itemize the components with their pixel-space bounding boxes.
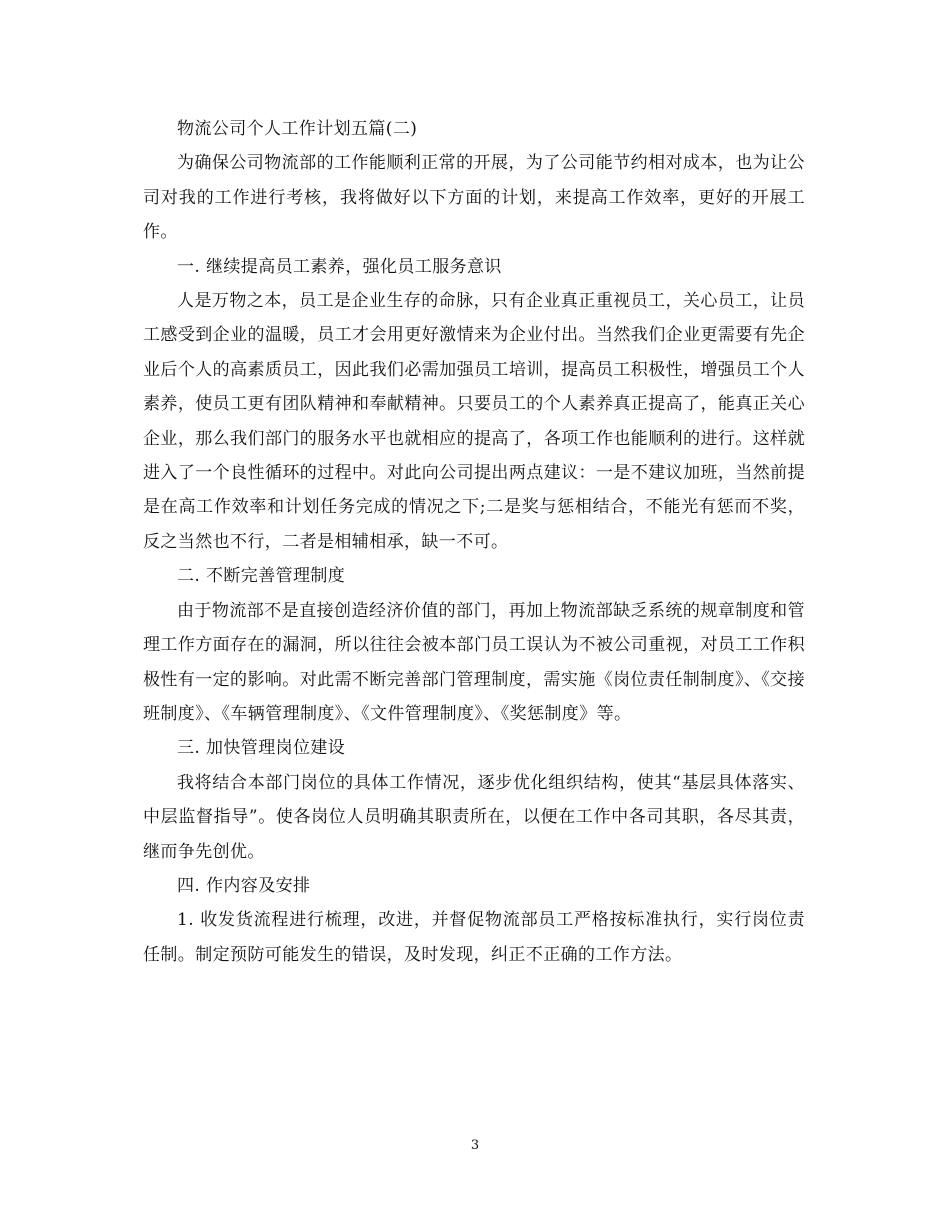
section-heading-1: 一. 继续提高员工素养，强化员工服务意识 xyxy=(177,256,502,277)
section-2-paragraph: 由于物流部不是直接创造经济价值的部门，再加上物流部缺乏系统的规章制度和管理工作方面存在的漏洞，所以往往会被本部门员工误认为不被公司重视，对员工工作积极性有一定的影响。对此需不断完善部门管理制度，需实施《岗位责任制制度》、《交接班制度》、《车辆管理制度》、《文件管理制度》、《奖惩制度》等。 xyxy=(143,600,805,724)
section-3-paragraph: 我将结合本部门岗位的具体工作情况，逐步优化组织结构，使其“基层具体落实、中层监督指导”。使各岗位人员明确其职责所在，以便在工作中各司其职，各尽其责，继而争先创优。 xyxy=(143,772,805,862)
intro-paragraph: 为确保公司物流部的工作能顺利正常的开展，为了公司能节约相对成本，也为让公司对我的工作进行考核，我将做好以下方面的计划，来提高工作效率，更好的开展工作。 xyxy=(143,153,805,243)
document-body xyxy=(143,112,805,972)
section-heading-2: 二. 不断完善管理制度 xyxy=(177,566,346,587)
section-4-item-1: 1. 收发货流程进行梳理，改进，并督促物流部员工严格按标准执行，实行岗位责任制。制定预防可能发生的错误，及时发现，纠正不正确的工作方法。 xyxy=(143,910,805,965)
section-heading-4: 四. 作内容及安排 xyxy=(177,875,311,896)
document-title: 物流公司个人工作计划五篇(二) xyxy=(177,119,418,139)
section-1-paragraph: 人是万物之本，员工是企业生存的命脉，只有企业真正重视员工，关心员工，让员工感受到企业的温暖，员工才会用更好激情来为企业付出。当然我们企业更需要有先企业后个人的高素质员工，因此我们必需加强员工培训，提高员工积极性，增强员工个人素养，使员工更有团队精神和奉献精神。只要员工的个人素养真正提高了，能真正关心企业，那么我们部门的服务水平也就相应的提高了，各项工作也能顺利的进行。这样就进入了一个良性循环的过程中。对此向公司提出两点建议：一是不建议加班，当然前提是在高工作效率和计划任务完成的情况之下;二是奖与惩相结合，不能光有惩而不奖，反之当然也不行，二者是相辅相承，缺一不可。 xyxy=(143,291,805,552)
page-number: 3 xyxy=(470,1138,480,1153)
section-heading-3: 三. 加快管理岗位建设 xyxy=(177,738,346,759)
